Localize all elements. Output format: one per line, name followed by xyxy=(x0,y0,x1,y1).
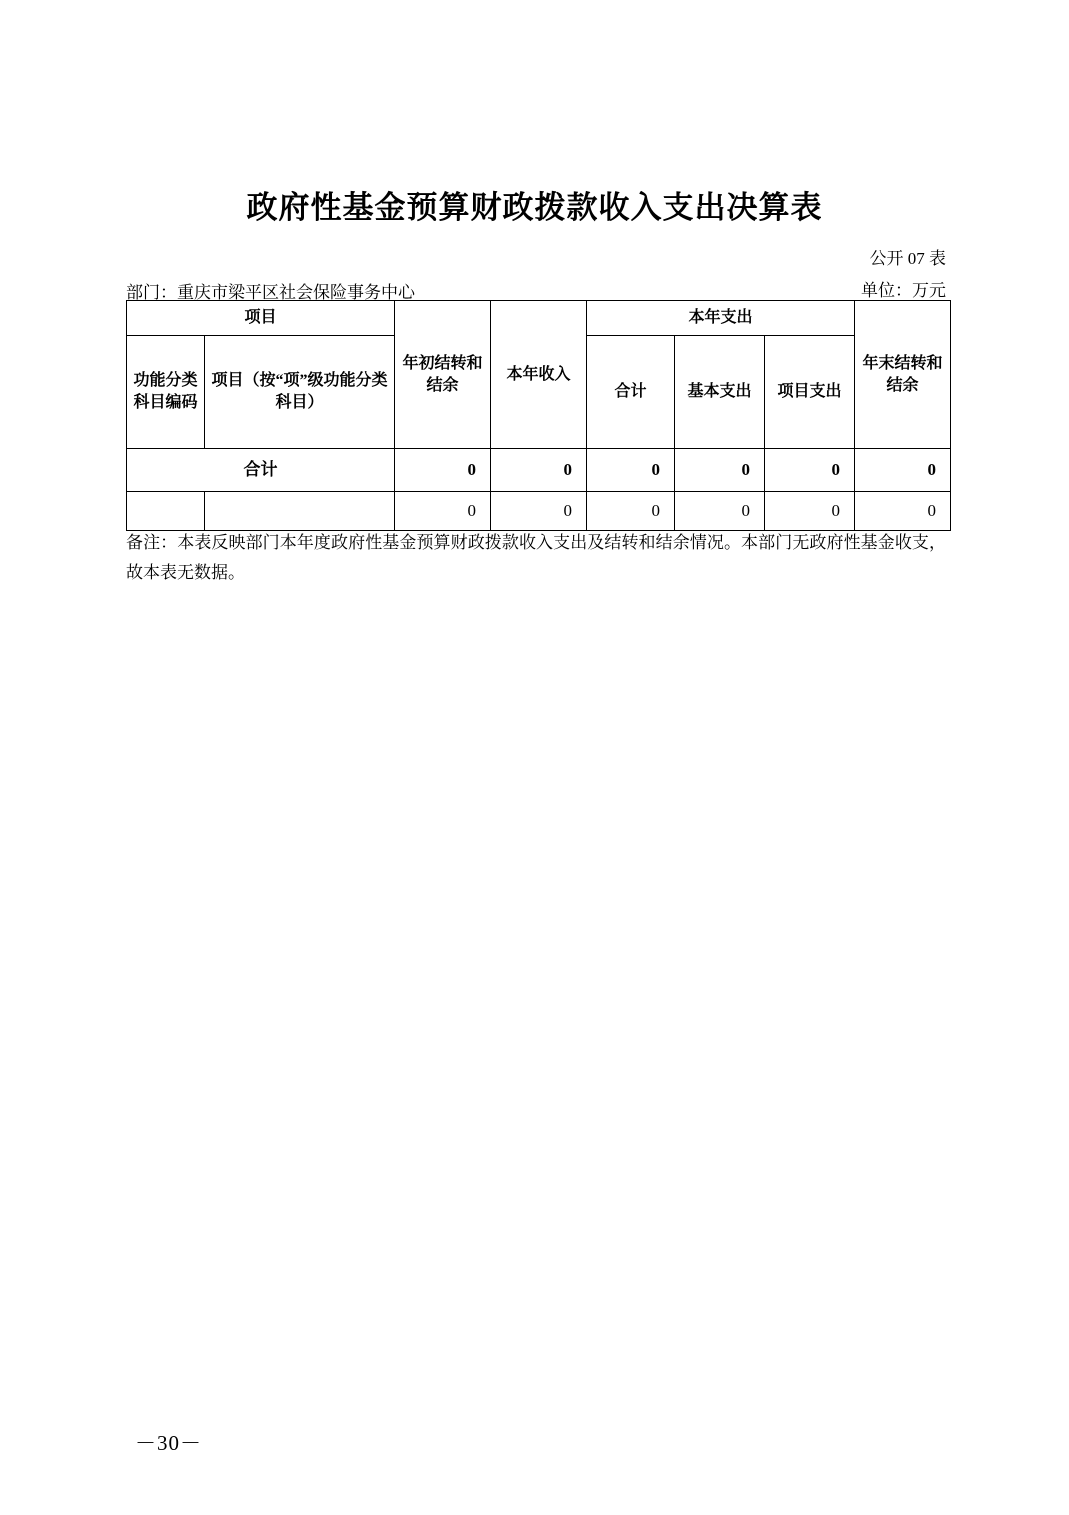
cell-basic-expenditure: 0 xyxy=(675,492,765,531)
cell-total-end-balance: 0 xyxy=(855,449,951,492)
cell-begin-balance: 0 xyxy=(395,492,491,531)
header-basic-expenditure: 基本支出 xyxy=(675,336,765,449)
cell-current-income: 0 xyxy=(491,492,587,531)
page-number: －30－ xyxy=(135,1431,202,1455)
header-project-group: 项目 xyxy=(127,301,395,336)
header-function-code: 功能分类科目编码 xyxy=(127,336,205,449)
form-number: 公开 07 表 xyxy=(869,249,946,268)
table-row xyxy=(127,449,951,492)
cell-end-balance: 0 xyxy=(855,492,951,531)
cell-project-expenditure: 0 xyxy=(765,492,855,531)
budget-table xyxy=(126,300,951,531)
cell-total-basic-expenditure: 0 xyxy=(675,449,765,492)
header-current-income: 本年收入 xyxy=(491,301,587,449)
cell-project-name xyxy=(205,492,395,531)
row-total-label: 合计 xyxy=(127,449,395,492)
table-row xyxy=(127,492,951,531)
table-header-row-group xyxy=(127,301,951,336)
cell-total-begin-balance: 0 xyxy=(395,449,491,492)
header-end-balance: 年末结转和结余 xyxy=(855,301,951,449)
header-project-name: 项目（按“项”级功能分类科目） xyxy=(205,336,395,449)
page-title: 政府性基金预算财政拨款收入支出决算表 xyxy=(246,190,823,225)
header-expenditure-group: 本年支出 xyxy=(587,301,855,336)
unit-label: 单位：万元 xyxy=(861,281,946,300)
department-label: 部门：重庆市梁平区社会保险事务中心 xyxy=(126,283,415,302)
header-begin-balance: 年初结转和结余 xyxy=(395,301,491,449)
header-expenditure-total: 合计 xyxy=(587,336,675,449)
cell-function-code xyxy=(127,492,205,531)
table-note: 备注：本表反映部门本年度政府性基金预算财政拨款收入支出及结转和结余情况。本部门无政府性基金收支，故本表无数据。 xyxy=(126,533,946,582)
cell-total-current-income: 0 xyxy=(491,449,587,492)
cell-total-project-expenditure: 0 xyxy=(765,449,855,492)
cell-total-expenditure-total: 0 xyxy=(587,449,675,492)
cell-expenditure-total: 0 xyxy=(587,492,675,531)
header-project-expenditure: 项目支出 xyxy=(765,336,855,449)
